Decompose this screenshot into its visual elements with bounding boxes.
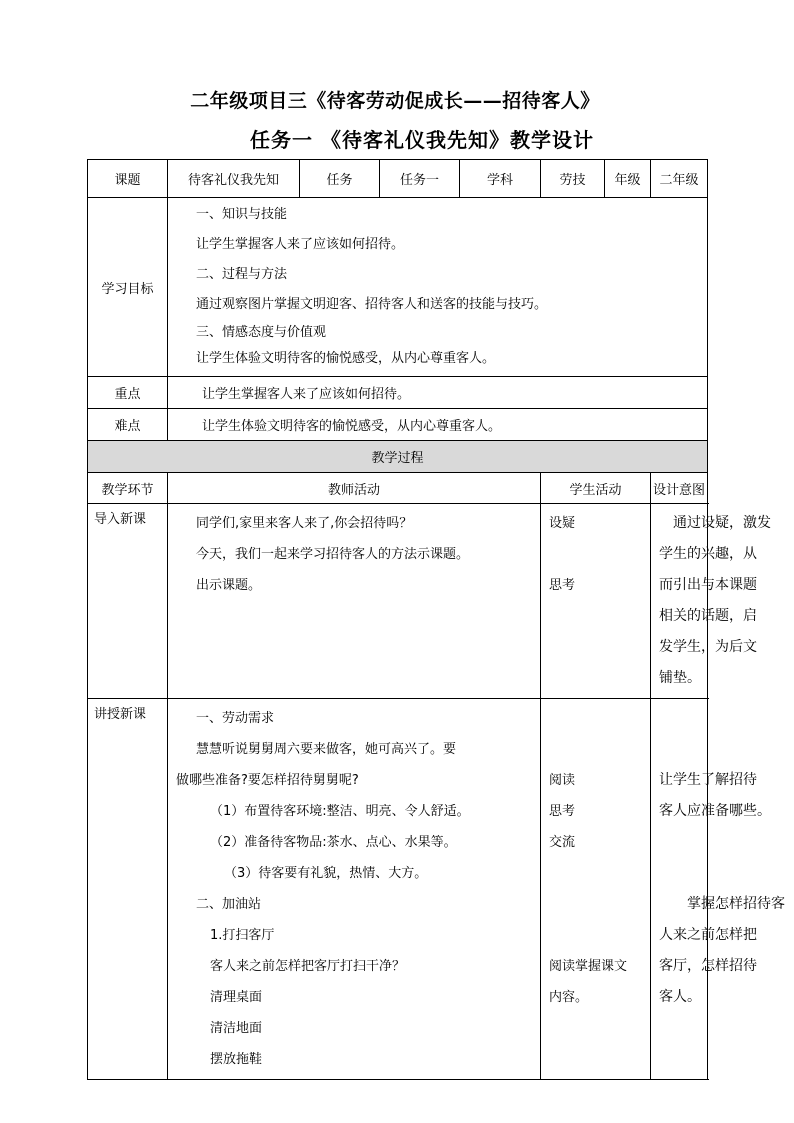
key-point-label: 重点 xyxy=(88,377,168,409)
lesson-teacher xyxy=(168,699,541,1080)
intent-line: 而引出与本课题 xyxy=(659,577,757,593)
intent-line: 让学生了解招待 xyxy=(659,772,757,788)
teacher-line: 慧慧听说舅舅周六要来做客，她可高兴了。要 xyxy=(196,742,457,757)
objective-line: 三、情感态度与价值观 xyxy=(196,325,327,340)
objective-line: 让学生体验文明待客的愉悦感受，从内心尊重客人。 xyxy=(196,351,496,366)
student-line: 思考 xyxy=(549,804,576,819)
objectives-content xyxy=(168,198,708,377)
student-line: 交流 xyxy=(549,835,576,850)
column-header-intent: 设计意图 xyxy=(651,473,708,504)
intro-row xyxy=(88,504,708,699)
student-line: 设疑 xyxy=(549,516,576,531)
task-value: 任务一 xyxy=(380,160,460,198)
grade-value: 二年级 xyxy=(651,160,708,198)
teacher-line: （3）待客要有礼貌，热情、大方。 xyxy=(224,866,428,881)
student-line: 阅读掌握课文 xyxy=(549,959,628,974)
teacher-line: 今天，我们一起来学习招待客人的方法示课题。 xyxy=(196,547,470,562)
difficulty-label: 难点 xyxy=(88,409,168,441)
intent-line: 客厅，怎样招待 xyxy=(659,958,757,974)
lesson-row xyxy=(88,699,708,1080)
intro-teacher xyxy=(168,504,541,699)
subject-value: 劳技 xyxy=(541,160,605,198)
process-header-row xyxy=(88,441,708,473)
intent-line: 掌握怎样招待客 xyxy=(687,896,785,912)
intro-student xyxy=(541,504,651,699)
lesson-stage: 讲授新课 xyxy=(88,699,168,1080)
key-point-text: 让学生掌握客人来了应该如何招待。 xyxy=(168,377,708,409)
lesson-student xyxy=(541,699,651,1080)
teacher-line: 出示课题。 xyxy=(196,578,262,593)
column-header-stage: 教学环节 xyxy=(88,473,168,504)
intro-intent xyxy=(651,504,771,699)
objectives-label: 学习目标 xyxy=(88,198,168,377)
column-header-student: 学生活动 xyxy=(541,473,651,504)
teacher-line: 二、加油站 xyxy=(196,897,262,912)
task-label: 任务 xyxy=(300,160,380,198)
teacher-line: 清洁地面 xyxy=(210,1021,263,1036)
column-header-row xyxy=(88,473,708,504)
grade-label: 年级 xyxy=(605,160,651,198)
column-header-teacher: 教师活动 xyxy=(168,473,541,504)
intent-line: 发学生，为后文 xyxy=(659,639,757,655)
document-subtitle: 任务一 《待客礼仪我先知》教学设计 xyxy=(250,128,594,152)
topic-label: 课题 xyxy=(88,160,168,198)
info-row xyxy=(88,160,708,198)
subject-label: 学科 xyxy=(460,160,541,198)
teacher-line: 客人来之前怎样把客厅打扫干净？ xyxy=(210,959,406,974)
difficulty-text: 让学生体验文明待客的愉悦感受，从内心尊重客人。 xyxy=(168,409,708,441)
intent-line: 铺垫。 xyxy=(659,670,701,686)
student-line: 思考 xyxy=(549,578,576,593)
intent-line: 人来之前怎样把 xyxy=(659,927,757,943)
intent-line: 客人。 xyxy=(659,989,701,1005)
teacher-line: 一、劳动需求 xyxy=(196,711,275,726)
document-title: 二年级项目三《待客劳动促成长——招待客人》 xyxy=(190,90,600,112)
student-line: 内容。 xyxy=(549,990,589,1005)
lesson-intent xyxy=(651,699,785,1080)
objectives-row xyxy=(88,198,708,377)
key-point-row xyxy=(88,377,708,409)
intent-line: 学生的兴趣，从 xyxy=(659,546,757,562)
teacher-line: 清理桌面 xyxy=(210,990,263,1005)
teacher-line: 做哪些准备?要怎样招待舅舅呢? xyxy=(176,773,359,788)
objective-line: 一、知识与技能 xyxy=(196,207,288,222)
lesson-plan-table xyxy=(87,159,785,1080)
teacher-line: 同学们,家里来客人来了,你会招待吗？ xyxy=(196,516,413,531)
teacher-line: 1.打扫客厅 xyxy=(210,928,275,943)
intent-line: 相关的话题，启 xyxy=(659,608,757,624)
objective-line: 二、过程与方法 xyxy=(196,267,288,282)
teacher-line: 摆放拖鞋 xyxy=(210,1052,263,1067)
topic-value: 待客礼仪我先知 xyxy=(168,160,300,198)
intent-line: 通过设疑，激发 xyxy=(673,515,771,531)
teacher-line: （2）准备待客物品:茶水、点心、水果等。 xyxy=(210,835,457,850)
objective-line: 让学生掌握客人来了应该如何招待。 xyxy=(196,237,405,252)
objective-line: 通过观察图片掌握文明迎客、招待客人和送客的技能与技巧。 xyxy=(196,297,548,312)
teacher-line: （1）布置待客环境:整洁、明亮、令人舒适。 xyxy=(210,804,470,819)
difficulty-row xyxy=(88,409,708,441)
intent-line: 客人应准备哪些。 xyxy=(659,803,771,819)
intro-stage: 导入新课 xyxy=(88,504,168,699)
student-line: 阅读 xyxy=(549,773,576,788)
process-header: 教学过程 xyxy=(88,441,708,473)
